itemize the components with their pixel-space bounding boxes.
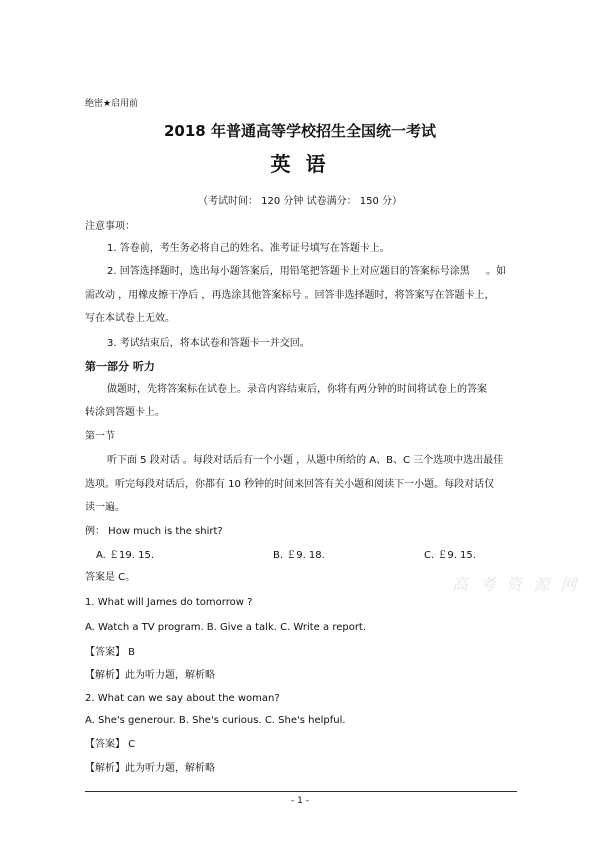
confidential-label: 绝密★启用前 xyxy=(85,99,139,109)
question-2-analysis: 【解析】此为听力题，解析略 xyxy=(85,763,215,774)
subject-title: 英 语 xyxy=(270,152,330,176)
question-2: 2. What can we say about the woman? xyxy=(85,693,280,704)
watermark-text: 高 考 资 源 网 xyxy=(452,575,580,594)
example-option-a: A. ￡19. 15. xyxy=(96,550,155,561)
notes-item-2-line-1: 2. 回答选择题时，选出每小题答案后，用铅笔把答题卡上对应题目的答案标号涂黑 xyxy=(107,266,470,277)
part-1-intro-line-1: 做题时，先将答案标在试卷上。录音内容结束后，你将有两分钟的时间将试卷上的答案 xyxy=(107,384,487,395)
example-option-c: C. ￡9. 15. xyxy=(424,550,476,561)
notes-item-2-line-2: 需改动 ，用橡皮擦干净后 ，再选涂其他答案标号 。回答非选择题时，将答案写在答题卡上， xyxy=(85,290,495,301)
page-number: - 1 - xyxy=(291,796,309,806)
question-1: 1. What will James do tomorrow ? xyxy=(85,597,253,608)
section-1-instructions-line-1: 听下面 5 段对话 。每段对话后有一个小题 ，从题中所给的 A、B、C 三个选项中选出最佳 xyxy=(107,455,504,466)
section-1-instructions-line-2: 选项。听完每段对话后，你都有 10 秒钟的时间来回答有关小题和阅读下一小题。每段对话仅 xyxy=(85,479,495,490)
question-1-options: A. Watch a TV program. B. Give a talk. C. Write a report. xyxy=(85,622,367,633)
notes-item-2-line-1-end: 。如 xyxy=(486,266,506,277)
question-2-answer: 【答案】 C xyxy=(85,739,136,750)
notes-heading: 注意事项： xyxy=(85,221,135,232)
exam-title: 2018 年普通高等学校招生全国统一考试 xyxy=(164,122,436,140)
example-option-b: B. ￡9. 18. xyxy=(273,550,325,561)
section-1-instructions-line-3: 读一遍。 xyxy=(85,502,125,513)
example-answer: 答案是 C。 xyxy=(85,572,136,583)
exam-info: （考试时间： 120 分钟 试卷满分： 150 分） xyxy=(197,196,403,207)
question-1-analysis: 【解析】此为听力题，解析略 xyxy=(85,670,215,681)
question-1-answer: 【答案】 B xyxy=(85,647,136,658)
notes-item-1: 1. 答卷前，考生务必将自己的姓名、准考证号填写在答题卡上。 xyxy=(107,243,390,254)
part-1-heading: 第一部分 听力 xyxy=(85,360,155,373)
footer-divider xyxy=(85,791,517,792)
notes-item-2-line-3: 写在本试卷上无效。 xyxy=(85,313,175,324)
part-1-intro-line-2: 转涂到答题卡上。 xyxy=(85,407,165,418)
example-prompt: 例： How much is the shirt? xyxy=(85,526,223,537)
notes-item-3: 3. 考试结束后，将本试卷和答题卡一并交回。 xyxy=(107,338,310,349)
question-2-options: A. She's generour. B. She's curious. C. She's helpful. xyxy=(85,715,346,726)
section-1-heading: 第一节 xyxy=(85,431,115,442)
